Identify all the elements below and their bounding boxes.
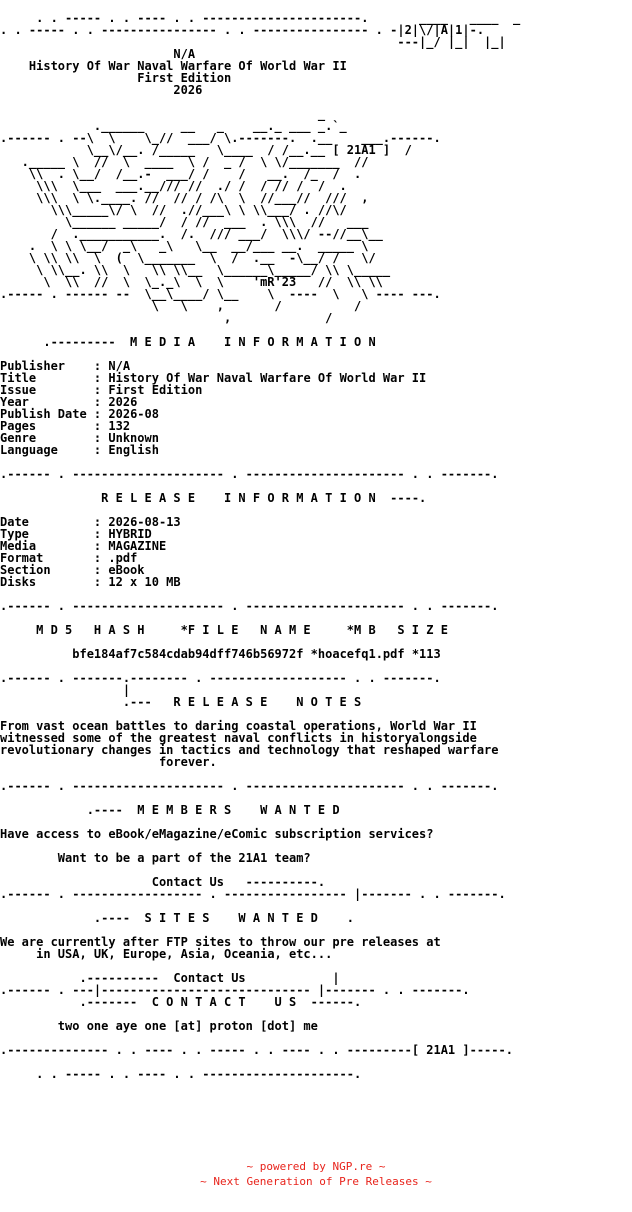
nfo-line [0, 648, 632, 660]
media-label: Title [0, 371, 37, 385]
file-heading: M D 5 H A S H *F I L E N A M E *M B S I Z E [36, 623, 448, 637]
media-label: Pages [0, 419, 37, 433]
release-title: History Of War Naval Warfare Of World War II [28, 59, 347, 73]
ascii-decoration [405, 647, 412, 661]
logo-art: . \ \ \__/ _\ _\ \__ __/___ __. _____ \ [0, 239, 369, 253]
ascii-decoration: : [28, 527, 109, 541]
ascii-decoration: .------ . ---|----------------------------- |------- . . -------. [0, 983, 470, 997]
group-tag: [ 21A1 ] [411, 1043, 470, 1057]
ascii-decoration: : [36, 539, 109, 553]
nfo-line [0, 576, 632, 588]
ascii-decoration [0, 1019, 58, 1033]
logo-art: , / [0, 311, 333, 325]
media-value: Unknown [108, 431, 159, 445]
ascii-decoration [0, 851, 58, 865]
ascii-decoration: .-------------- . . ---- . . ----- . . ---- . . --------- [0, 1043, 412, 1057]
release-label: Type [0, 527, 29, 541]
ascii-decoration: . . ----- . . ---- . . ---------------------. [0, 1067, 362, 1080]
sites-heading: S I T E S W A N T E D [144, 911, 318, 925]
logo-art: _ [0, 107, 369, 121]
powered-by-line: ~ powered by NGP.re ~ [246, 1160, 386, 1173]
ascii-decoration: .------ . --------------------- . ---------------------- . . -------. [0, 779, 499, 793]
logo-art: .______ __ _ __._ ___ _.`_ [0, 119, 376, 133]
nfo-line [0, 312, 632, 324]
ascii-decoration: -----. [469, 1043, 513, 1057]
ascii-decoration: .------ . -------.-------- . ------------------- . . -------. [0, 671, 441, 685]
logo-art: / .___________. /. /// ___/ \\\/ --//__\__ [0, 227, 383, 241]
release-label: Disks [0, 575, 37, 589]
media-heading: M E D I A I N F O R M A T I O N [130, 335, 376, 349]
nfo-line [0, 852, 632, 864]
logo-art: \__\/__. /_____ \____ / /__.__ [ 21A1 ] / [0, 143, 412, 157]
logo-art: \ \\__. \\ \ \\ \\__ \______\_____/ \\ \_____ [0, 263, 391, 277]
ascii-decoration: : [57, 443, 109, 457]
ascii-decoration: .--- [0, 695, 174, 709]
nfo-line [0, 1068, 632, 1080]
year: 2026 [173, 83, 203, 97]
contact-link: Contact Us [151, 875, 224, 889]
logo-art: \\\_____\/ \ // .//___\ \ \\___/ . //\/ [0, 203, 347, 217]
logo-art: \ \\ // \ \_._\ \ \ 'mR'23 // \\ \\ [0, 275, 383, 289]
ascii-decoration: : [36, 419, 109, 433]
nfo-line [0, 336, 632, 348]
contact-email: two one aye one [at] proton [dot] me [57, 1019, 318, 1033]
banner-art: . . ----- . . ---- . . ----------------------. ____ ____ _ [0, 11, 521, 25]
sites-line: We are currently after FTP sites to throw our pre releases at [0, 935, 441, 949]
ascii-decoration: | [245, 971, 340, 985]
ascii-decoration: .------ . --------------------- . ---------------------- . . -------. [0, 599, 499, 613]
media-value: 2026 [108, 395, 138, 409]
nfo-line [0, 804, 632, 816]
logo-art: \\ . \__/ /__.- ___/ / / __. /_ / . [0, 167, 362, 181]
nfo-line [0, 444, 632, 456]
nfo-line [0, 492, 632, 504]
notes-line: From vast ocean battles to daring coastal operations, World War II [0, 719, 477, 733]
media-label: Publisher [0, 359, 66, 373]
members-line: Want to be a part of the 21A1 team? [57, 851, 311, 865]
ascii-decoration: : [36, 383, 109, 397]
media-value: English [108, 443, 159, 457]
ascii-decoration: .---- [0, 911, 145, 925]
logo-art: .----- . ------ -- \__\____/ \__ \ ---- \ \ ---- ---. [0, 287, 441, 301]
artist: N/A [173, 47, 196, 61]
media-value: 2026-08 [108, 407, 159, 421]
media-value: First Edition [108, 383, 203, 397]
contact-link: Contact Us [173, 971, 246, 985]
ascii-decoration: ----. [375, 491, 427, 505]
nfo-line [0, 912, 632, 924]
nfo-line [0, 780, 632, 792]
issue: First Edition [137, 71, 232, 85]
media-label: Language [0, 443, 58, 457]
sites-line: in USA, UK, Europe, Asia, Oceania, etc... [36, 947, 333, 961]
ascii-decoration: .------ . --------------------- . ---------------------- . . -------. [0, 467, 499, 481]
nfo-line [0, 696, 632, 708]
ascii-decoration: . [317, 911, 355, 925]
notes-heading: R E L E A S E N O T E S [173, 695, 362, 709]
release-label: Section [0, 563, 51, 577]
logo-art: \ \\ \\ \ ( \_______ \ / .__ -\__/ / \/ [0, 251, 376, 265]
ascii-decoration: : [43, 551, 109, 565]
nfo-line [0, 84, 632, 96]
release-label: Date [0, 515, 29, 529]
nfo-line [0, 996, 632, 1008]
banner-art: ---|_/ |_| |_| [0, 35, 506, 49]
ascii-decoration: ----------. [223, 875, 326, 889]
ascii-decoration [0, 491, 101, 505]
nfo-line [0, 948, 632, 960]
notes-line: forever. [158, 755, 217, 769]
release-heading: R E L E A S E I N F O R M A T I O N [101, 491, 376, 505]
ascii-decoration: : [65, 359, 109, 373]
nfo-line [0, 828, 632, 840]
ascii-decoration: .------- [0, 995, 152, 1009]
logo-art: ._____ \ // \ ____ \ / _ / \ \/_______ // [0, 155, 369, 169]
logo-art: \ \ , / / [0, 299, 362, 313]
nfo-line [0, 888, 632, 900]
ascii-decoration: : [36, 575, 109, 589]
release-value: MAGAZINE [108, 539, 167, 553]
ascii-decoration [0, 647, 72, 661]
logo-art: \\\ \ \.____. // // / /\ \ //___// /// , [0, 191, 369, 205]
notes-line: witnessed some of the greatest naval conflicts in historyalongside [0, 731, 477, 745]
members-heading: M E M B E R S W A N T E D [137, 803, 340, 817]
md5-hash: bfe184af7c584cdab94dff746b56972f [72, 647, 304, 661]
notes-line: revolutionary changes in tactics and technology that reshaped warfare [0, 743, 499, 757]
ascii-decoration: : [86, 407, 109, 421]
ascii-decoration: : [28, 515, 109, 529]
media-value: 132 [108, 419, 131, 433]
ascii-decoration: | [0, 683, 131, 697]
nfo-line [0, 624, 632, 636]
media-value: History Of War Naval Warfare Of World War II [108, 371, 427, 385]
ascii-decoration [0, 755, 159, 769]
release-label: Media [0, 539, 37, 553]
media-label: Year [0, 395, 29, 409]
release-value: 2026-08-13 [108, 515, 181, 529]
media-value: N/A [108, 359, 131, 373]
logo-art: .------ . --\ \ \_// ___/ \.-------. .__ ___.------. [0, 131, 441, 145]
release-label: Format [0, 551, 44, 565]
ascii-decoration [303, 647, 310, 661]
ascii-decoration: : [36, 371, 109, 385]
ascii-decoration: : [28, 395, 109, 409]
file-name: *hoacefq1.pdf [310, 647, 405, 661]
nfo-line [0, 1044, 632, 1056]
ascii-decoration: .------ . ------------------ . ----------------- |------- . . -------. [0, 887, 506, 901]
ascii-decoration: .---------- [0, 971, 174, 985]
release-value: 12 x 10 MB [108, 575, 181, 589]
ascii-decoration: ------. [296, 995, 362, 1009]
logo-art: \\\ \___ ___.__/// // ./ / / // / / . [0, 179, 347, 193]
logo-art: \______ _____/ / // ___ . \\\ // ___ [0, 215, 369, 229]
ascii-decoration: : [36, 431, 109, 445]
nfo-line [0, 468, 632, 480]
media-label: Genre [0, 431, 37, 445]
nfo-line [0, 600, 632, 612]
media-label: Publish Date [0, 407, 87, 421]
release-value: .pdf [108, 551, 138, 565]
nfo-line [0, 1020, 632, 1032]
ngp-tagline: ~ Next Generation of Pre Releases ~ [200, 1175, 432, 1188]
members-line: Have access to eBook/eMagazine/eComic subscription services? [0, 827, 434, 841]
nfo-line [0, 756, 632, 768]
release-value: HYBRID [108, 527, 152, 541]
file-size: *113 [411, 647, 441, 661]
contact-heading: C O N T A C T U S [151, 995, 297, 1009]
ascii-decoration: .---- [0, 803, 138, 817]
media-label: Issue [0, 383, 37, 397]
ascii-decoration: : [50, 563, 109, 577]
ascii-decoration: .--------- [0, 335, 131, 349]
ascii-decoration [0, 83, 173, 97]
release-value: eBook [108, 563, 145, 577]
banner-art: . . ----- . . ---------------- . . ---------------- . -|2|\/|A|1|-. [0, 23, 485, 37]
